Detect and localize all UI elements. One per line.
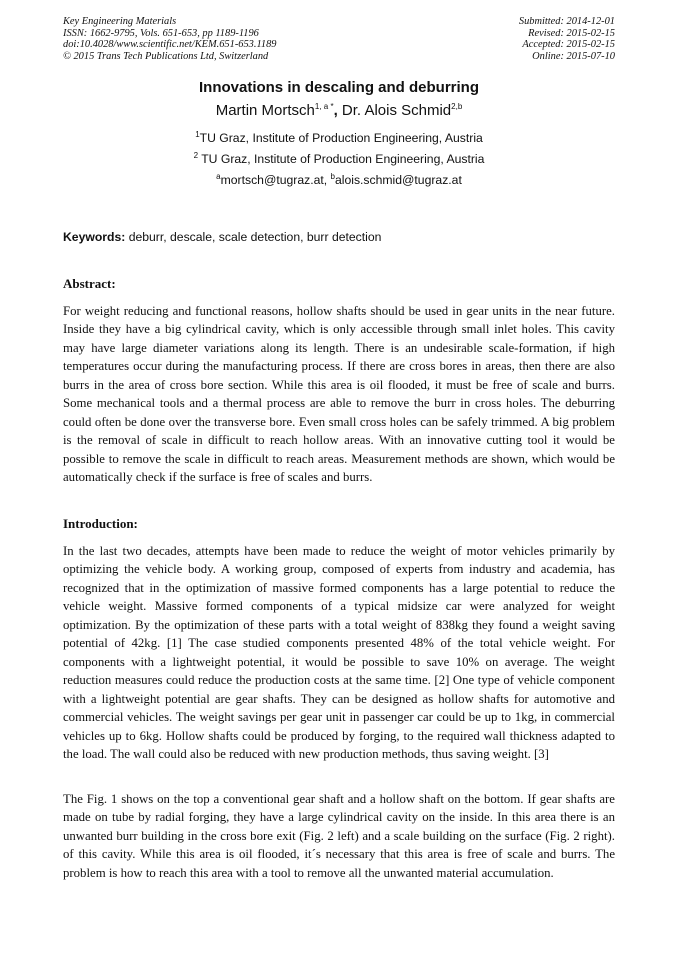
affiliation-1-text: TU Graz, Institute of Production Engineering, Austria: [199, 131, 483, 145]
journal-header-left: [63, 16, 276, 62]
introduction-paragraph-2: The Fig. 1 shows on the top a conventional gear shaft and a hollow shaft on the bottom. If gear shafts are made on tube by radial forging, they have a large cylindrical cavity on the inside. In this area there is an unwanted burr building in the cross bore exit (Fig. 2 left) and a scale building on the surface (Fig. 2 right). of this cavity. While this area is oil flooded, it´s necessary that this area is free of scale and burrs. The problem is how to reach this area with a tool to remove all the unwanted material accumulation.: [63, 792, 615, 880]
submitted-date: Submitted: 2014-12-01: [518, 16, 615, 27]
affiliation-1: [0, 131, 678, 145]
email-b[interactable]: alois.schmid@tugraz.at: [334, 173, 462, 187]
online-date: Online: 2015-07-10: [532, 50, 615, 62]
affiliation-1-mark: 1: [195, 129, 200, 139]
author-2-name: Dr. Alois Schmid: [337, 102, 452, 119]
email-a-mark: a: [216, 171, 221, 181]
author-separator: ,: [333, 102, 338, 119]
journal-header-right: [519, 16, 615, 62]
affiliation-2-text: TU Graz, Institute of Production Engineering, Austria: [198, 152, 485, 166]
introduction-paragraph-1: In the last two decades, attempts have been made to reduce the weight of motor vehicles primarily by optimizing the vehicle body. A working group, composed of experts from industry and academia, has recognized that in the optimization of massive formed components has a large potential to reduce the vehicle weight. Massive formed components of a typical midsize car were analyzed for weight optimization. By the optimization of these parts with a total weight of 838kg they found a weight saving potential of 42kg. [1] The case studied components presented 48% of the total vehicle weight. For components with a lightweight potential, it would be possible to save 10% on average. The weight reduction measures could reduce the production costs at the same time. [2] One type of vehicle component with a lightweight potential are gear shafts. They can be designed as hollow shafts for automotive and commercial vehicles. The weight savings per gear unit in passenger car could be up to 1kg, in commercial vehicles up to 6kg. Hollow shafts could be produced by forging, to the required wall thickness adapted to the load. The wall could also be reduced with new production methods, thus saving weight. [3]: [63, 544, 615, 761]
author-emails: [0, 173, 678, 187]
affiliation-2: [0, 152, 678, 166]
keywords-label: Keywords:: [63, 230, 126, 244]
accepted-date: Accepted: 2015-02-15: [522, 39, 615, 51]
author-1-name: Martin Mortsch: [215, 102, 315, 119]
abstract-heading: Abstract:: [63, 276, 116, 291]
author-2-affil-mark: 2,b: [451, 102, 463, 111]
revised-date: Revised: 2015-02-15: [528, 27, 615, 39]
email-b-mark: b: [330, 171, 335, 181]
abstract-paragraph: For weight reducing and functional reasons, hollow shafts should be used in gear units in the near future. Inside they have a big cylindrical cavity, which is only accessible through small inlet holes. This cavity may have large diameter variations along its length. There is an undesirable scale-formation, if high temperatures occur during the manufacturing process. If there are cross bores in areas, then there are also burrs in the area of cross bore section. While this area is oil flooded, it must be free of scale and burrs. Some mechanical tools and a thermal process are able to remove the burr in cross holes. The deburring could often be done over the transverse bore. Even small cross holes can be safely trimmed. A big problem is the removal of scale in difficult to reach hollow areas. With an innovative cutting tool it would be possible to remove the scale in difficult to reach areas. Measurement methods are shown, which would be automatically check if the surface is free of scales and burrs.: [63, 304, 615, 485]
copyright-line: © 2015 Trans Tech Publications Ltd, Switzerland: [63, 50, 269, 62]
issn-line: ISSN: 1662-9795, Vols. 651-653, pp 1189-1196: [63, 27, 259, 39]
affiliation-2-mark: 2: [193, 150, 199, 160]
email-a[interactable]: mortsch@tugraz.at,: [220, 173, 331, 187]
doi-line: doi:10.4028/www.scientific.net/KEM.651-653.1189: [63, 39, 277, 51]
paper-title: Innovations in descaling and deburring: [198, 79, 480, 96]
introduction-heading: Introduction:: [63, 516, 138, 531]
author-1-affil-mark: 1, a *: [314, 102, 334, 111]
keywords-line: [63, 230, 615, 244]
journal-name: Key Engineering Materials: [63, 16, 177, 27]
author-line: [0, 102, 678, 119]
keywords-text: deburr, descale, scale detection, burr detection: [125, 230, 382, 244]
